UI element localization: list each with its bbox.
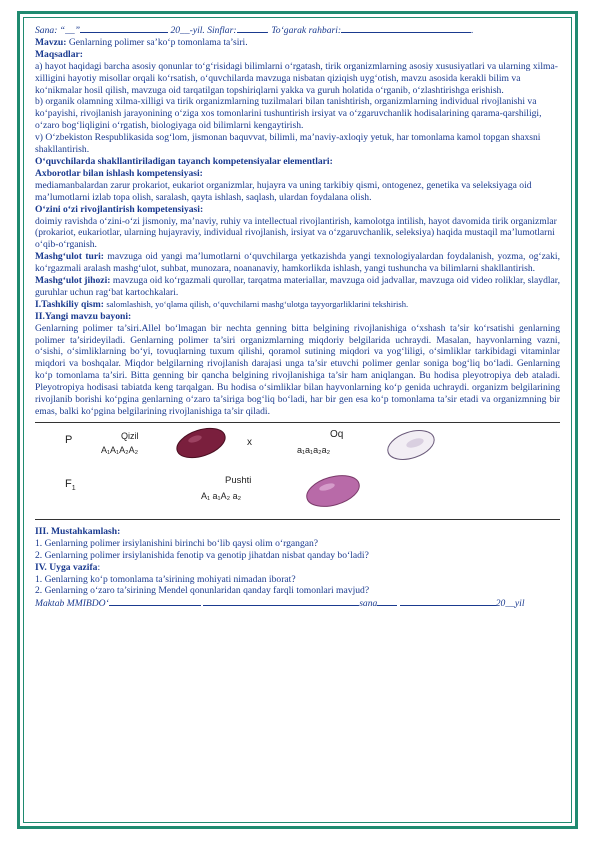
homework-q1: 1. Genlarning ko‘p tomonlama ta’sirining mohiyati nimadan iborat? — [35, 573, 296, 585]
signature-blank — [203, 597, 359, 606]
goals-title: Maqsadlar: — [35, 48, 83, 60]
year-classes-label: 20__-yil. Sinflar: — [170, 25, 237, 36]
signature-line — [35, 597, 560, 610]
header-line: Sana: “__” 20__-yil. Sinflar: . To‘garak rahbari: . — [35, 25, 474, 36]
goal-v: v) O‘zbekiston Respublikasida sog‘lom, jismonan baquvvat, bilimli, ma’naviy-axloqiy yetuk, har tomonlama kamol topgan shaxsni shakllantirish. — [35, 132, 541, 156]
pink-seed-icon — [303, 471, 363, 511]
leader-blank — [341, 24, 471, 33]
white-name: Oq — [330, 428, 344, 440]
classes-blank — [237, 24, 267, 33]
new-topic-text: Genlarning polimer ta’siri.Allel bo‘lmagan bir nechta genning bitta belgining rivojlanishiga o‘xshash ta’sir ko‘rsatishi genlarning polimer ta’sirideyiladi. Genlarning polimer ta’siri organizmlarning miqdoriy belgilarida uchraydi. Masalan, hayvonlarning vazni, o‘sishi, o‘simliklarning bo‘yi, tovuqlarning tuxum qilishi, qoramol sutining miqdori va yog‘liligi, o‘simliklar tarkibidagi vitaminlar miqdori va boshqalar. Miqdor belgilarning rivojlanish darajasi unga ta’sir etuvchi polimer genlar soniga bog‘liq bo‘ladi. Genlarning ko‘p tomonlama ta’siri. Bitta genning bir qancha belgining rivojlanishiga ta’sir ham aniqlangan. Bu hodisa pleyotropiya deb ataladi. Pleyotropiya hodisasi tabiatda keng tarqalgan. Bu hodisa o‘simliklar bilan hayvonlarning ko‘p genida uchraydi. organizm belgilarining rivojlanib borishi ko‘pgina genlarning o‘zaro ta’siriga bog‘liq bo‘ladi, har bir gen esa ko‘p tomonlama ta’sir etadi va organizmning bir emas, balki ko‘pgina belgilarining rivojlanishiga ta’sir qiladi. — [35, 322, 560, 417]
self-competency-text: doimiy ravishda o‘zini-o‘zi jismoniy, ma’naviy, ruhiy va intellectual rivojlantirish, kamolotga intilish, hayot davomida tirik organizmlar (prokariot, eukariotlar, ularning hujayraviy, individual rivojlanish, irsiyat va o‘zgaruvchanlik, seleksiya) haqida mustaqil ma’lumotlarni o‘qib-o‘rganish. — [35, 215, 557, 251]
reinforcement-q1: 1. Genlarning polimer irsiylanishini birinchi bo‘lib qaysi olim o‘rgangan? — [35, 537, 319, 549]
date-label: Sana: “__” — [35, 25, 81, 36]
day-blank — [400, 597, 496, 606]
parent-label: P — [65, 433, 73, 446]
pink-name: Pushti — [225, 474, 252, 486]
lesson-type-label: Mashg‘ulot turi: — [35, 251, 104, 263]
info-competency-text: mediamanbalardan zarur prokariot, eukariot organizmlar, hujayra va uning tarkibiy qismi, ontogenez, genetika va seleksiyaga oid ma’lumotlarni izlab topa olish, saralash, qayta ishlash, saqlash, ulardan foydalana olish. — [35, 179, 532, 203]
topic-text: Genlarning polimer sa’ko‘p tomonlama ta’siri. — [68, 36, 248, 48]
cross-symbol: x — [247, 436, 252, 448]
homework-q2: 2. Genlarning o‘zaro ta’sirining Mendel qonunlaridan qanday farqli tomonlari mavjud? — [35, 585, 370, 597]
competencies-title: O‘quvchilarda shakllantiriladigan tayanch kompetensiyalar elementlari: — [35, 155, 333, 167]
topic-line — [35, 37, 560, 49]
leader-label: To‘garak rahbari: — [271, 25, 342, 36]
lesson-type-text: mavzuga oid yangi ma’lumotlarni o‘quvchilarga yetkazishda yangi texnologiyalardan foydalanish, yozma, og‘zaki, ko‘rgazmali aralash mashg‘ulot, suhbat, munozara, noananaviy, hamkorlikda ishlash, yangi tushuncha va bilimlarni shakllantirish. — [35, 251, 560, 275]
reinforcement-q2: 2. Genlarning polimer irsiylanishida fenotip va genotip jihatdan nisbat qanday bo‘ladi? — [35, 549, 369, 561]
homework-title: IV. Uyga vazifa: — [35, 561, 101, 573]
lesson-equipment-text: mavzuga oid ko‘rgazmali qurollar, tarqatma materiallar, mavzuga oid jadvallar, mavzuga oid video roliklar, slaydlar, guruhlar uchun rag‘bat kartochkalari. — [35, 275, 561, 298]
lesson-equipment-label: Mashg‘ulot jihozi: — [35, 275, 111, 287]
lesson-equipment — [35, 275, 560, 299]
white-seed-icon — [383, 427, 439, 463]
lesson-plan — [35, 24, 560, 610]
school-blank — [109, 597, 201, 606]
org-part-title: I.Tashkiliy qism: — [35, 298, 104, 310]
org-part-text: salomlashish, yo‘qlama qilish, o‘quvchilarni mashg‘ulotga tayyorgarliklarini tekshirish. — [106, 298, 409, 309]
red-seed-icon — [173, 425, 229, 461]
red-genotype: A₁A₁A₂A₂ — [101, 444, 139, 455]
topic-label: Mavzu: — [35, 36, 67, 48]
lesson-type — [35, 251, 560, 275]
goal-b: b) organik olamning xilma-xilligi va tirik organizmlarning tuzilmalari bilan tanishtirish, organizmlarning individual rivojlanishi va ko‘payishi, rivojlanish jarayonining o‘ziga xos tomonlarini tushuntirish irsiyat va o‘zgaruvchanlik hodisalarining qarama-qarshiligi, o‘zaro bog‘liqligini o‘rgatish, biologiyaga oid bilimlarni kengaytirish. — [35, 96, 542, 132]
goal-a: a) hayot haqidagi barcha asosiy qonunlar to‘g‘risidagi bilimlarni o‘rgatash, tirik organizmlarning asosiy xususiyatlari va ularning xilma-xilligini hayotiy misollar orqali ko‘rsatish, o‘quvchilarda mavzuga nisbatan qiziqish uyg‘otish, mavzu asosida kerakli bilim va ko‘nikmalar hosil qilish, mavzuga oid tarqatilgan topshiriqlarni yakka va guruh holatida o‘rganib, o‘zlashtirishga erishish. — [35, 60, 558, 96]
polymer-cross-figure — [35, 422, 560, 520]
f1-label: $F_1$ — [65, 477, 76, 493]
org-part — [35, 299, 560, 311]
school-label: Maktab MMIBDO‘ — [35, 598, 109, 610]
new-topic-title: II.Yangi mavzu bayoni: — [35, 310, 132, 322]
date-footer-label: sana — [359, 598, 378, 610]
year-footer-label: 20__yil — [495, 598, 525, 610]
pink-genotype: A₁ a₁A₂ a₂ — [201, 490, 242, 501]
date-blank — [80, 24, 168, 33]
info-competency-title: Axborotlar bilan ishlash kompetensiyasi: — [35, 167, 203, 179]
red-name: Qizil — [121, 430, 139, 441]
self-competency-title: O‘zini o‘zi rivojlantirish kompetensiyasi: — [35, 203, 204, 215]
white-genotype: a₁a₁a₂a₂ — [297, 444, 331, 455]
reinforcement-title: III. Mustahkamlash: — [35, 525, 121, 537]
date-footer-blank — [377, 597, 397, 606]
